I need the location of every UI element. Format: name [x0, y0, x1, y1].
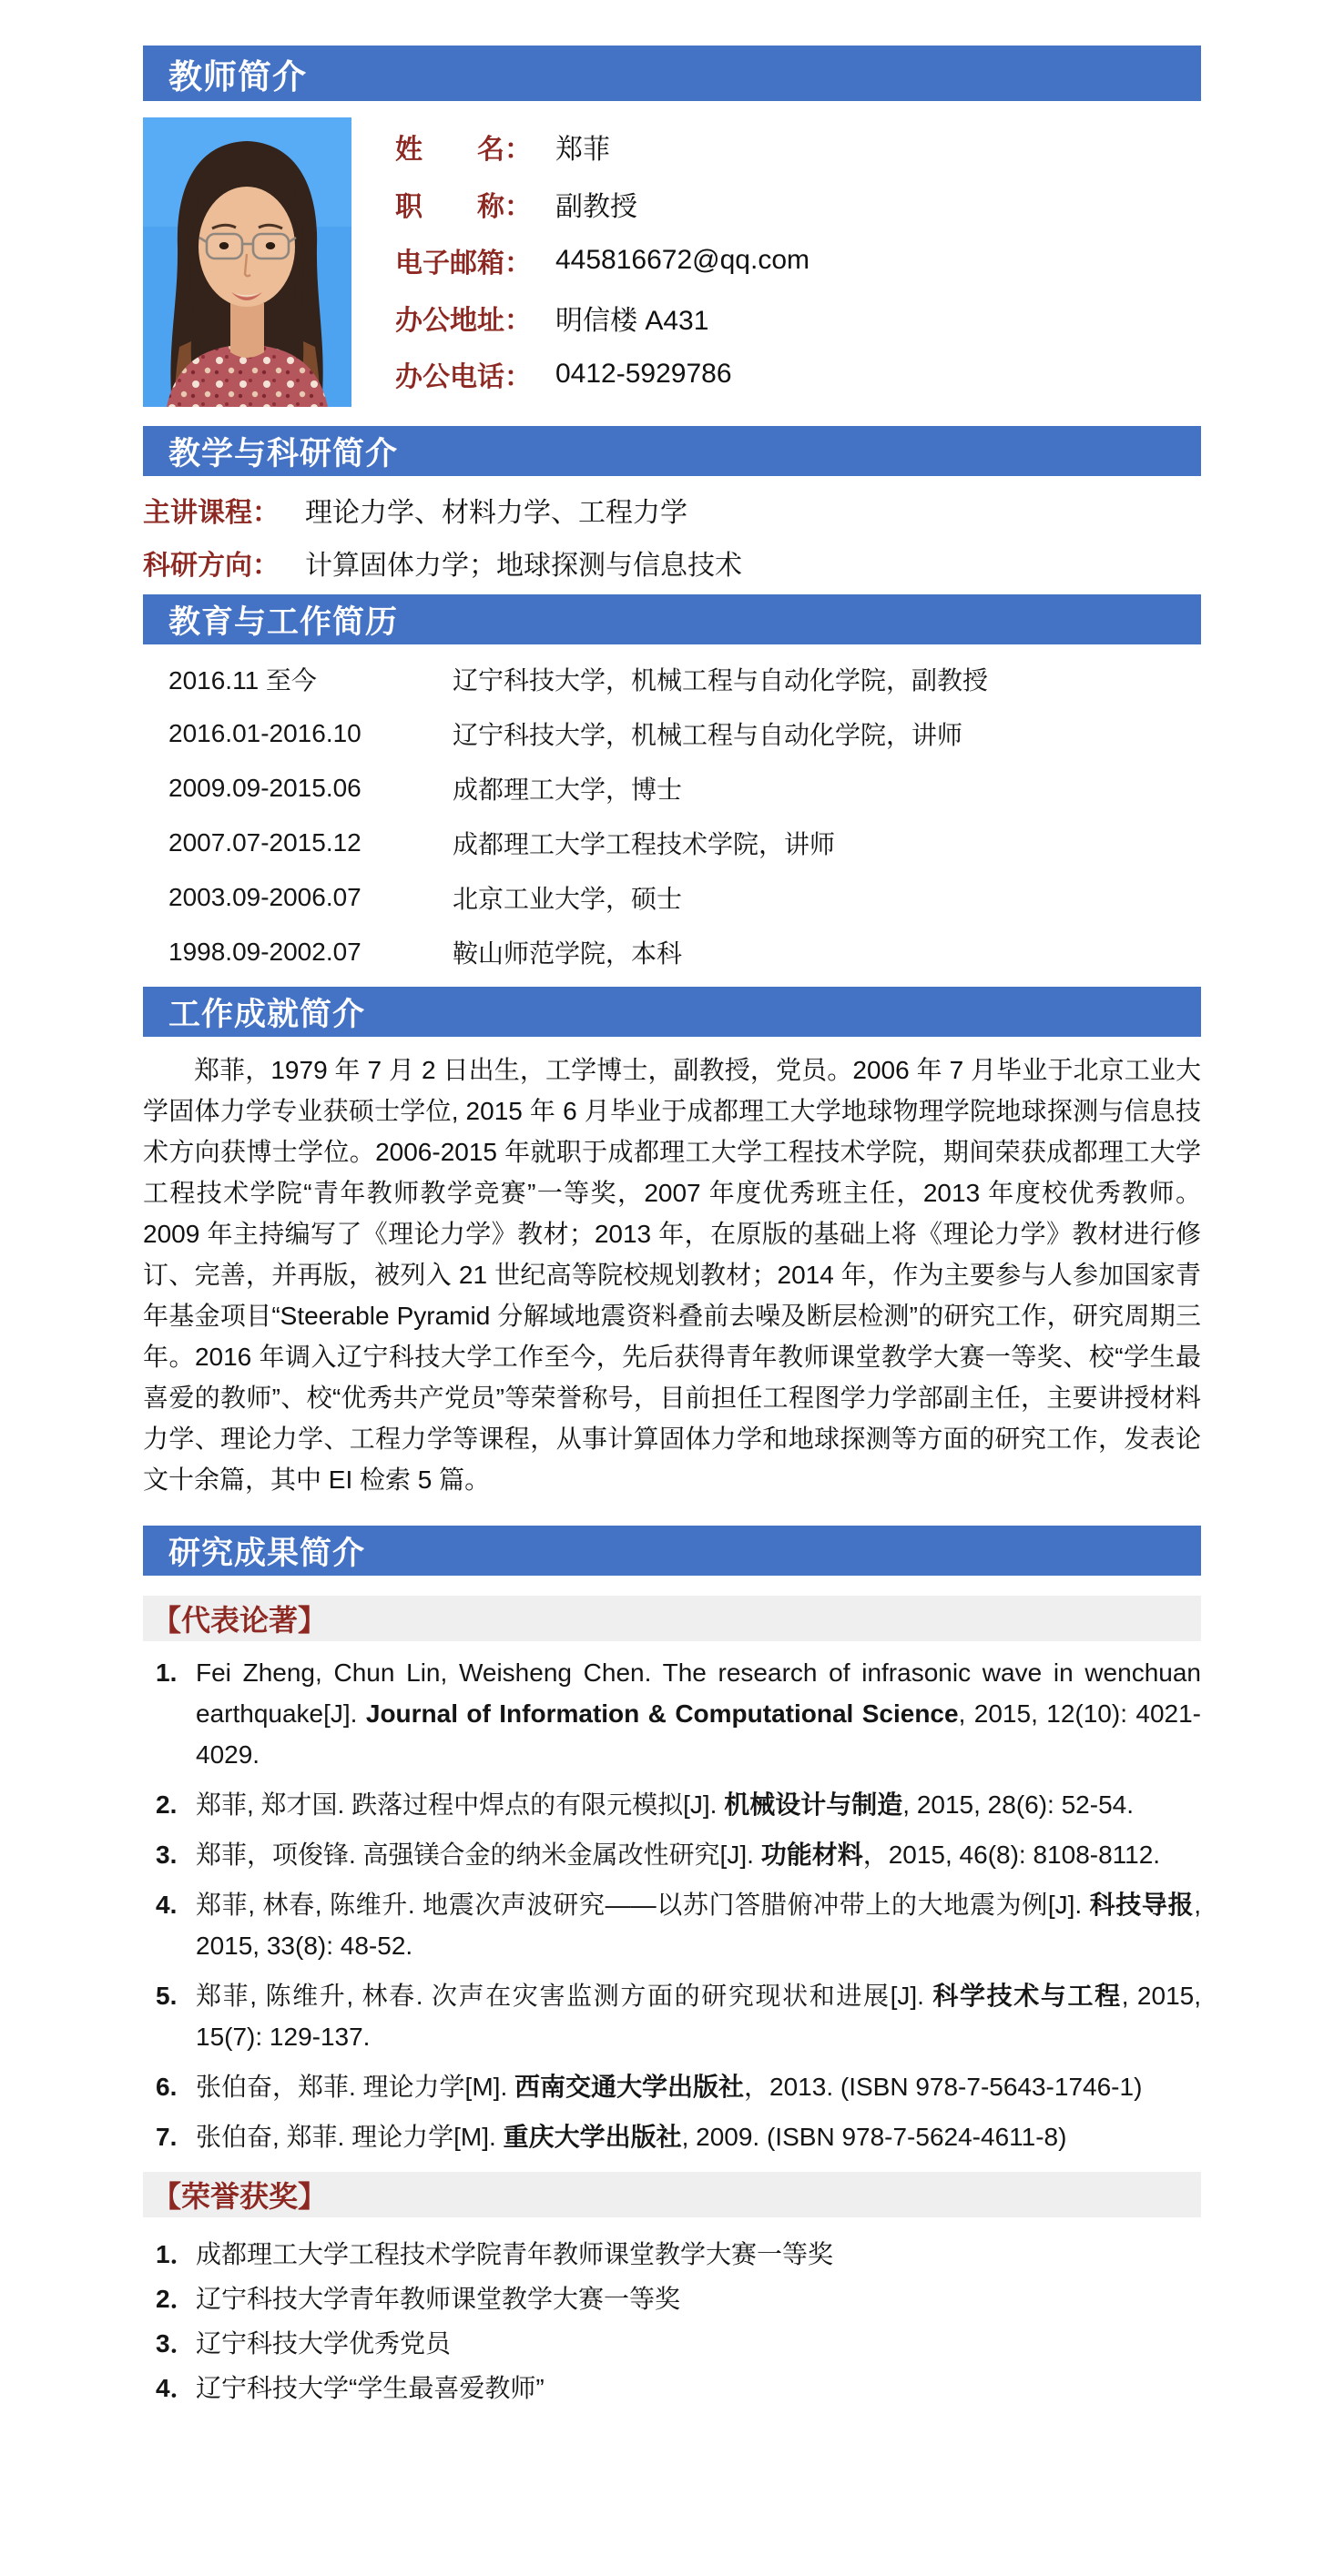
publication-item	[143, 1975, 1201, 2057]
publication-number: 1.	[156, 1658, 178, 1687]
publications-heading	[143, 1596, 1201, 1641]
publication-text: 郑菲, 林春, 陈维升. 地震次声波研究——以苏门答腊俯冲带上的大地震为例[J]. 科技导报, 2015, 33(8): 48-52.	[196, 1891, 1201, 1960]
honor-text: 辽宁科技大学青年教师课堂教学大赛一等奖	[196, 2285, 681, 2313]
teaching-row	[143, 536, 1201, 589]
section-header-research	[143, 1526, 1201, 1576]
profile-block	[143, 117, 1201, 407]
publication-text: 郑菲，项俊锋. 高强镁合金的纳米金属改性研究[J]. 功能材料，2015, 46(8): 8108-8112.	[196, 1841, 1161, 1869]
publication-item	[143, 1834, 1201, 1875]
section-header-achievements	[143, 987, 1201, 1037]
history-period: 1998.09-2002.07	[168, 938, 361, 966]
history-detail: 辽宁科技大学，机械工程与自动化学院，讲师	[453, 721, 963, 749]
publication-number: 2.	[156, 1790, 178, 1819]
publication-number: 7.	[156, 2123, 178, 2151]
profile-field-row	[395, 240, 1201, 280]
teaching-label: 主讲课程：	[143, 498, 280, 528]
honor-number: 1．	[156, 2240, 196, 2268]
field-label: 办公地址：	[395, 305, 532, 336]
section-header-history	[143, 594, 1201, 644]
honors-heading	[143, 2172, 1201, 2217]
publication-text: 郑菲, 郑才国. 跌落过程中焊点的有限元模拟[J]. 机械设计与制造, 2015, 28(6): 52-54.	[196, 1790, 1134, 1819]
section-title: 教学与科研简介	[168, 435, 399, 472]
portrait-photo	[143, 117, 351, 407]
achievements-paragraph: 郑菲，1979 年 7 月 2 日出生，工学博士，副教授，党员。2006 年 7 月毕业于北京工业大学固体力学专业获硕士学位, 2015 年 6 月毕业于成都理工大学地球物理学院地球探测与信息技术方向获博士学位。2006-2015 年就职于成都理工大学工程技术学院，期间荣获成都理工大学工程技术学院“青年教师教学竞赛”一等奖，2007 年度优秀班主任，2013 年度校优秀教师。2009 年主持编写了《理论力学》教材；2013 年，在原版的基础上将《理论力学》教材进行修订、完善，并再版，被列入 21 世纪高等院校规划教材；2014 年，作为主要参与人参加国家青年基金项目“Steerable Pyramid 分解域地震资料叠前去噪及断层检测”的研究工作，研究周期三年。2016 年调入辽宁科技大学工作至今，先后获得青年教师课堂教学大赛一等奖、校“学生最喜爱的教师”、校“优秀共产党员”等荣誉称号，目前担任工程图学力学部副主任，主要讲授材料力学、理论力学、工程力学等课程，从事计算固体力学和地球探测等方面的研究工作，发表论文十余篇，其中 EI 检索 5 篇。	[143, 1056, 1201, 1494]
profile-field-row	[395, 184, 1201, 224]
history-row	[143, 761, 1201, 816]
field-label: 职 称：	[395, 191, 532, 222]
honor-item	[143, 2234, 1201, 2275]
field-value: 明信楼 A431	[555, 305, 709, 336]
honor-text: 辽宁科技大学优秀党员	[196, 2329, 452, 2358]
publication-text: 郑菲, 陈维升, 林春. 次声在灾害监测方面的研究现状和进展[J]. 科学技术与工程, 2015, 15(7): 129-137.	[196, 1982, 1201, 2051]
honors-heading-label: 【荣誉获奖】	[152, 2180, 328, 2213]
teaching-value: 计算固体力学；地球探测与信息技术	[305, 551, 742, 581]
field-value: 0412-5929786	[555, 359, 732, 389]
profile-field-row	[395, 298, 1201, 338]
honors-list	[143, 2217, 1201, 2409]
honor-number: 2．	[156, 2285, 196, 2313]
honor-item	[143, 2278, 1201, 2319]
honor-item	[143, 2323, 1201, 2364]
section-header-profile	[143, 46, 1201, 101]
section-title: 教师简介	[168, 57, 307, 96]
field-value: 郑菲	[555, 135, 610, 165]
history-detail: 成都理工大学，博士	[453, 776, 683, 804]
publication-item	[143, 1652, 1201, 1775]
history-period: 2003.09-2006.07	[168, 883, 361, 911]
field-label: 办公电话：	[395, 362, 532, 392]
history-block	[143, 644, 1201, 987]
section-title: 教育与工作简历	[168, 603, 399, 640]
history-row	[143, 706, 1201, 761]
history-detail: 辽宁科技大学，机械工程与自动化学院，副教授	[453, 666, 989, 695]
teaching-row	[143, 483, 1201, 536]
teaching-label: 科研方向：	[143, 551, 280, 581]
publication-number: 3.	[156, 1841, 178, 1869]
honor-item	[143, 2368, 1201, 2409]
field-label: 姓 名：	[395, 135, 532, 165]
history-period: 2007.07-2015.12	[168, 828, 361, 857]
history-detail: 成都理工大学工程技术学院，讲师	[453, 830, 836, 858]
field-value: 445816672@qq.com	[555, 245, 809, 275]
publication-item	[143, 1884, 1201, 1966]
publications-heading-label: 【代表论著】	[152, 1604, 328, 1637]
teaching-value: 理论力学、材料力学、工程力学	[305, 498, 687, 528]
history-row	[143, 925, 1201, 979]
section-title: 研究成果简介	[168, 1535, 366, 1571]
publication-text: Fei Zheng, Chun Lin, Weisheng Chen. The research of infrasonic wave in wenchuan earthquake[J]. Journal of Information & Computational Science, 2015, 12(10): 4021-4029.	[196, 1658, 1202, 1769]
publication-number: 5.	[156, 1982, 178, 2010]
teaching-block	[143, 476, 1201, 594]
honor-text: 辽宁科技大学“学生最喜爱教师”	[196, 2374, 545, 2402]
history-row	[143, 816, 1201, 870]
honor-number: 3．	[156, 2329, 196, 2358]
publication-text: 张伯奋，郑菲. 理论力学[M]. 西南交通大学出版社，2013. (ISBN 978-7-5643-1746-1)	[196, 2073, 1143, 2101]
history-detail: 鞍山师范学院，本科	[453, 939, 683, 968]
profile-field-row	[395, 127, 1201, 167]
section-header-teaching	[143, 426, 1201, 476]
history-row	[143, 870, 1201, 925]
honor-text: 成都理工大学工程技术学院青年教师课堂教学大赛一等奖	[196, 2240, 834, 2268]
history-row	[143, 652, 1201, 706]
publication-item	[143, 2116, 1201, 2157]
publication-item	[143, 2066, 1201, 2107]
history-detail: 北京工业大学，硕士	[453, 885, 683, 913]
publications-list	[143, 1641, 1201, 2157]
publication-item	[143, 1784, 1201, 1825]
publication-number: 4.	[156, 1891, 178, 1919]
field-value: 副教授	[555, 191, 637, 222]
profile-field-row	[395, 354, 1201, 394]
history-period: 2009.09-2015.06	[168, 774, 361, 802]
publication-number: 6.	[156, 2073, 178, 2101]
portrait-photo-graphic	[143, 117, 351, 407]
history-period: 2016.01-2016.10	[168, 719, 361, 747]
profile-info	[395, 117, 1201, 407]
field-label: 电子邮箱：	[395, 248, 532, 279]
section-title: 工作成就简介	[168, 996, 366, 1032]
history-period: 2016.11 至今	[168, 666, 317, 695]
publication-text: 张伯奋, 郑菲. 理论力学[M]. 重庆大学出版社, 2009. (ISBN 978-7-5624-4611-8)	[196, 2123, 1067, 2151]
honor-number: 4．	[156, 2374, 196, 2402]
